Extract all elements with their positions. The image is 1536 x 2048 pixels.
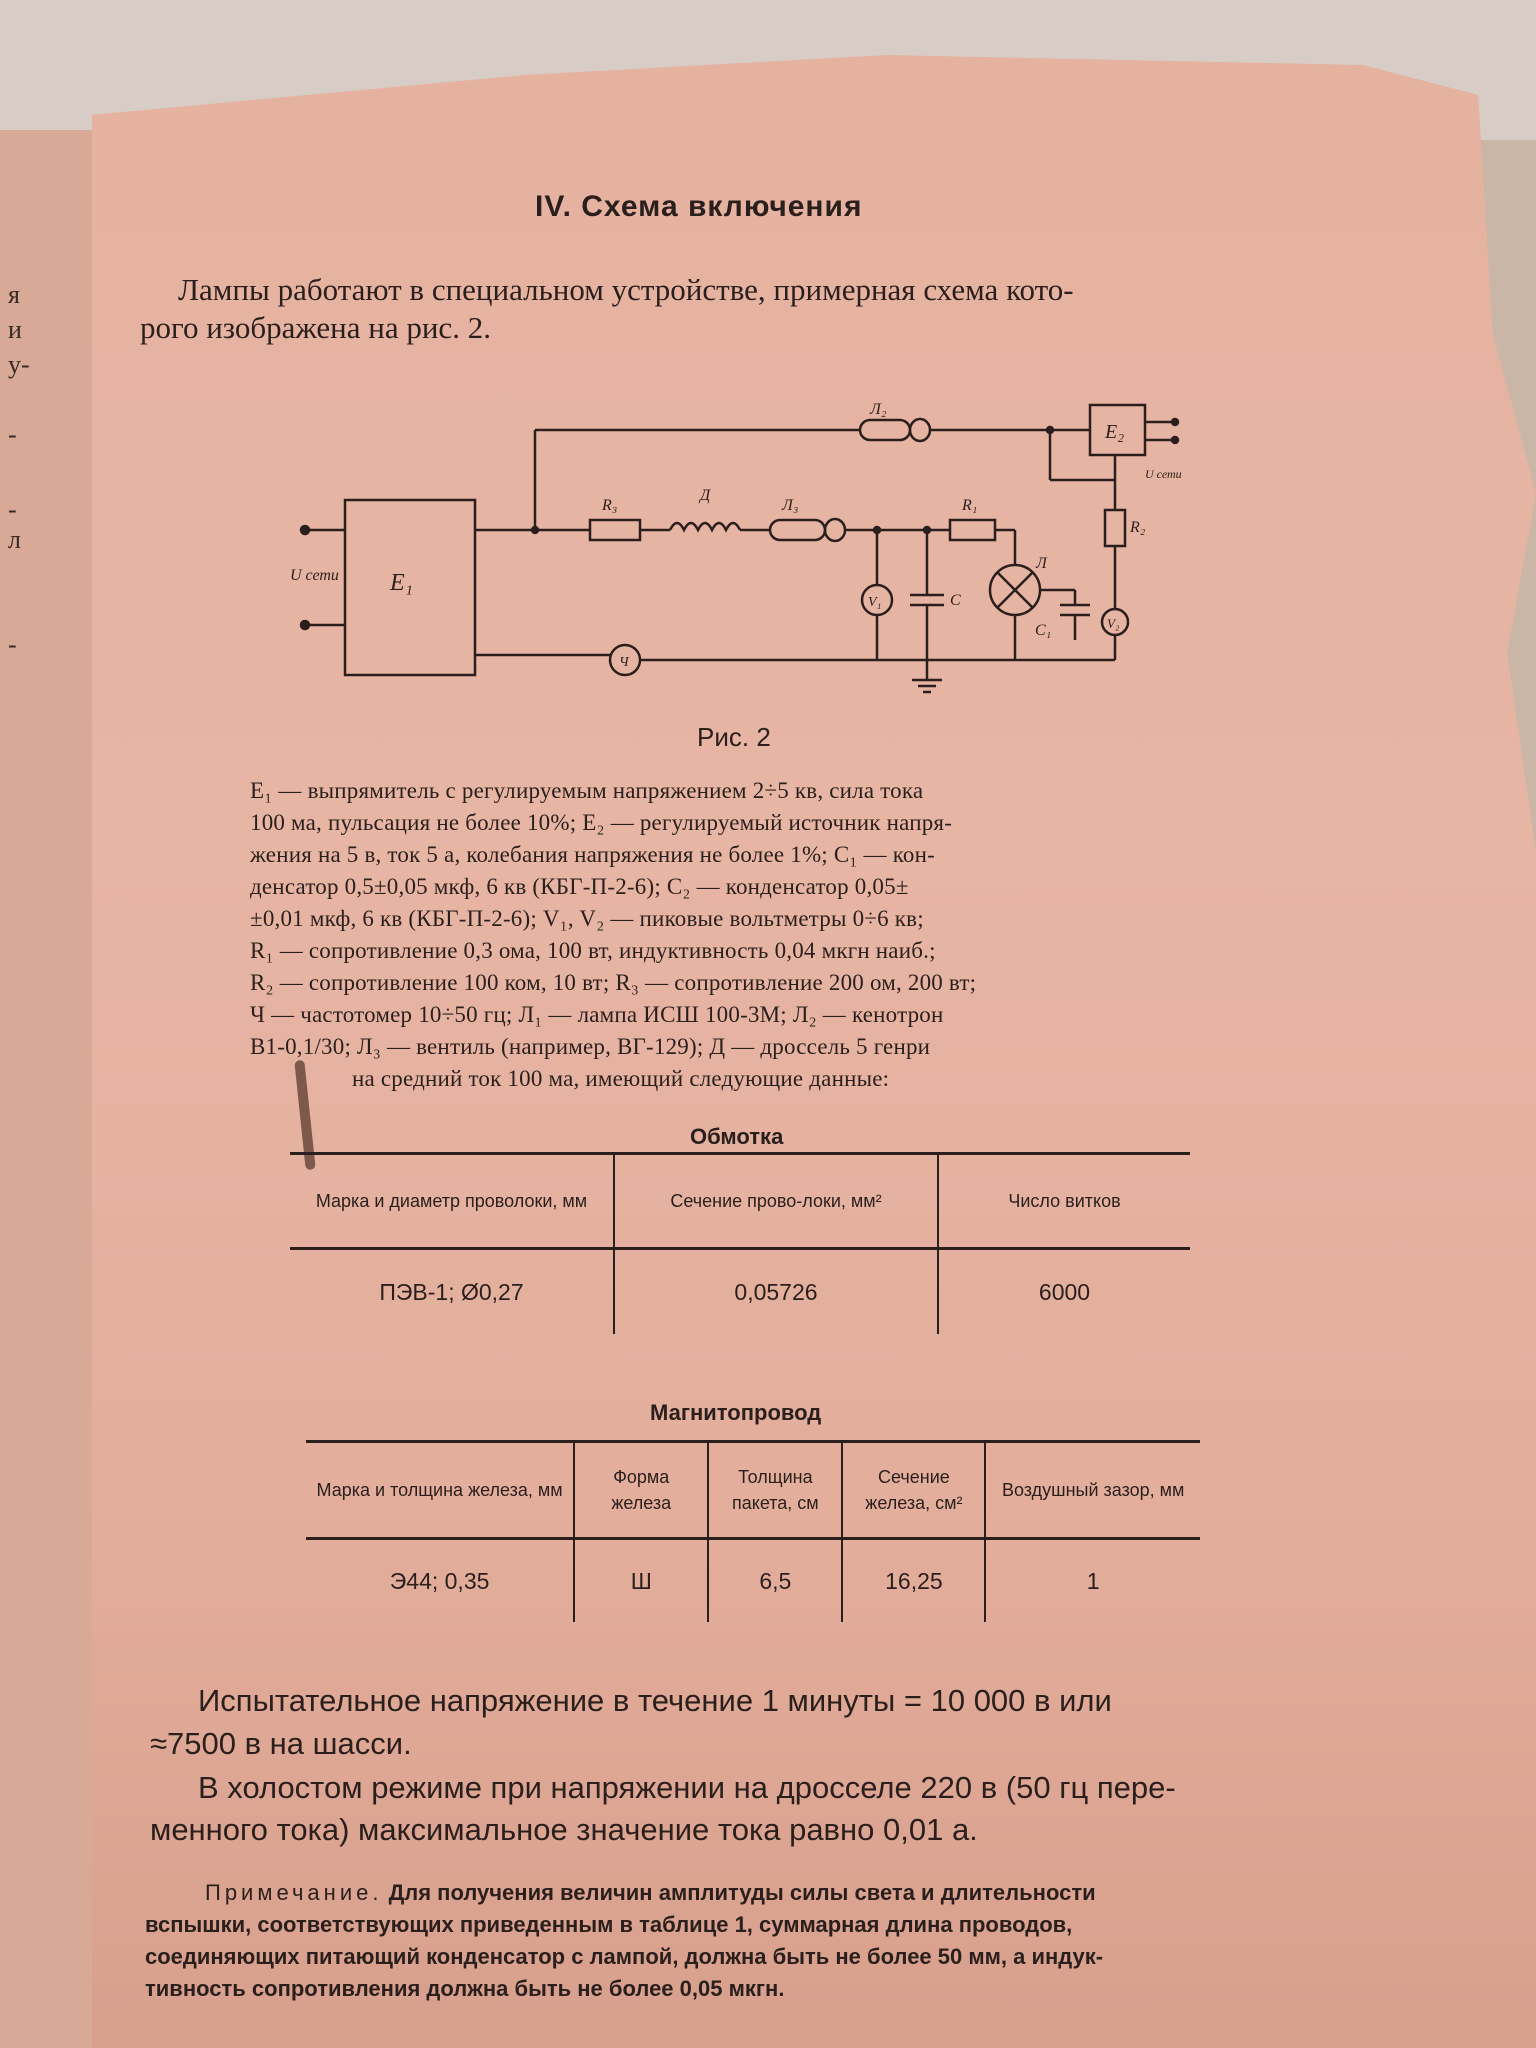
adjacent-page-fragment: - (8, 495, 17, 524)
valve-l3-cathode (825, 519, 845, 541)
note-label: Примечание. (205, 1880, 383, 1905)
label-v2: V₂ (1107, 616, 1120, 631)
winding-table-title: Обмотка (690, 1124, 784, 1149)
figure-caption: Рис. 2 (697, 722, 771, 752)
note-line (205, 1880, 1096, 1906)
legend-line: R₂ — сопротивление 100 ком, 10 вт; R₃ — сопротивление 200 ом, 200 вт; (250, 970, 977, 995)
note-text: Для получения величин амплитуды силы света и длительности (388, 1880, 1096, 1905)
table-header: Марка и толщина железа, мм (306, 1442, 574, 1539)
intro-line: Лампы работают в специальном устройстве, примерная схема кото- (178, 272, 1074, 307)
label-r1: R₁ (962, 497, 978, 514)
idle-mode-line: менного тока) максимальное значение тока равно 0,01 а. (150, 1812, 978, 1847)
legend-line: 100 ма, пульсация не более 10%; E₂ — регулируемый источник напря- (250, 810, 953, 835)
test-voltage-line: ≈7500 в на шасси. (150, 1726, 412, 1761)
legend-line: R₁ — сопротивление 0,3 ома, 100 вт, индуктивность 0,04 мкгн наиб.; (250, 938, 936, 963)
circuit-schematic (290, 400, 1190, 720)
label-u-seti-right: U сети (1145, 467, 1182, 481)
section-heading: IV. Схема включения (535, 190, 863, 223)
label-e2: E₂ (1105, 421, 1125, 443)
label-l1: Л (1036, 555, 1047, 572)
table-cell: ПЭВ-1; Ø0,27 (379, 1278, 524, 1305)
table-header: Воздушный зазор, мм (985, 1442, 1200, 1539)
table-header: Марка и диаметр проволоки, мм (290, 1154, 614, 1249)
note-line: тивность сопротивления должна быть не более 0,05 мкгн. (145, 1976, 785, 2001)
label-r3: R₃ (602, 497, 618, 514)
table-cell: 6,5 (708, 1539, 842, 1623)
label-u-seti: U сети (290, 567, 339, 584)
label-l3: Л₃ (782, 497, 799, 514)
table-header: Толщина пакета, см (708, 1442, 842, 1539)
resistor-r3 (590, 520, 640, 540)
label-v1: V₁ (868, 595, 882, 610)
kenotron-l2-cathode (910, 419, 930, 441)
label-e1: E₁ (390, 570, 414, 596)
legend-line: Ч — частотомер 10÷50 гц; Л₁ — лампа ИСШ 100-3М; Л₂ — кенотрон (250, 1002, 944, 1027)
legend-line: ±0,01 мкф, 6 кв (КБГ-П-2-6); V₁, V₂ — пиковые вольтметры 0÷6 кв; (250, 906, 924, 931)
resistor-r1 (950, 520, 995, 540)
table-header: Число витков (938, 1154, 1190, 1249)
table-cell: 16,25 (842, 1539, 985, 1623)
adjacent-page-fragment: у- (8, 350, 30, 379)
adjacent-page-fragment: л (8, 525, 21, 554)
table-row (306, 1539, 1200, 1623)
legend-line: жения на 5 в, ток 5 а, колебания напряжения не более 1%; C₁ — кон- (250, 842, 935, 867)
kenotron-l2 (860, 420, 910, 440)
legend-line: на средний ток 100 ма, имеющий следующие данные: (352, 1066, 890, 1091)
label-d: Д (700, 487, 711, 504)
table-header: Сечение железа, см² (842, 1442, 985, 1539)
table-cell: 1 (985, 1539, 1200, 1623)
table-header: Сечение прово-локи, мм² (614, 1154, 938, 1249)
adjacent-page-fragment: - (8, 630, 17, 659)
table-row (290, 1249, 1190, 1335)
adjacent-page-fragment: - (8, 420, 17, 449)
label-c1: C₁ (1035, 622, 1052, 639)
label-c: C (950, 592, 961, 609)
note-line: соединяющих питающий конденсатор с лампой, должна быть не более 50 мм, а индук- (145, 1944, 1104, 1969)
label-ch: Ч (619, 655, 629, 670)
legend-line: денсатор 0,5±0,05 мкф, 6 кв (КБГ-П-2-6); C₂ — конденсатор 0,05± (250, 874, 909, 899)
valve-l3 (770, 520, 825, 540)
adjacent-page-fragment: и (8, 315, 22, 344)
resistor-r2 (1105, 510, 1125, 546)
test-voltage-line: Испытательное напряжение в течение 1 минуты = 10 000 в или (198, 1683, 1112, 1718)
core-table (306, 1440, 1200, 1622)
core-table-title: Магнитопровод (650, 1400, 822, 1425)
legend-line: E₁ — выпрямитель с регулируемым напряжением 2÷5 кв, сила тока (250, 778, 924, 803)
label-r2: R₂ (1130, 519, 1146, 536)
choke-d (670, 523, 740, 530)
legend-line: В1-0,1/30; Л₃ — вентиль (например, ВГ-129); Д — дроссель 5 генри (250, 1034, 931, 1059)
table-cell: Э44; 0,35 (389, 1567, 490, 1594)
note-line: вспышки, соответствующих приведенным в таблице 1, суммарная длина проводов, (145, 1912, 1073, 1937)
intro-line: рого изображена на рис. 2. (140, 310, 491, 345)
label-l2: Л₂ (870, 401, 887, 418)
table-cell: 6000 (938, 1249, 1190, 1335)
table-cell: Ш (574, 1539, 708, 1623)
adjacent-page-fragment: я (8, 280, 20, 309)
idle-mode-line: В холостом режиме при напряжении на дросселе 220 в (50 гц пере- (198, 1770, 1176, 1805)
winding-table (290, 1152, 1190, 1334)
table-cell: 0,05726 (614, 1249, 938, 1335)
table-header: Форма железа (574, 1442, 708, 1539)
